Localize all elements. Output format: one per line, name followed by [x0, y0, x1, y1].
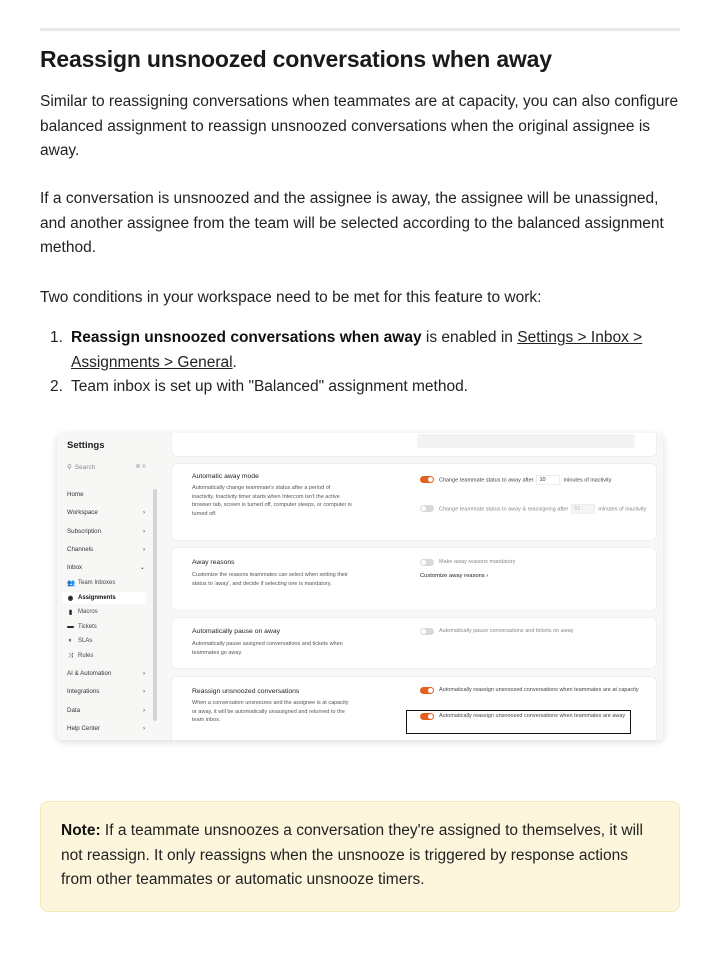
- card-reassign-unsnoozed: Reassign unsnoozed conversations When a conversation unsnoozes and the assignee is at capacity or away, it will be automatically unassigned and returned to the team inbox. Automatically reassign unsnoozed conversations when teammates are at capacity Automatically reassign unsnoozed conversations when teammates are away: [171, 676, 657, 740]
- settings-path-link[interactable]: Settings > Inbox > Assignments > General: [71, 329, 643, 371]
- divider: [40, 28, 680, 31]
- sidebar-title: Settings: [67, 440, 105, 451]
- customize-away-reasons-link[interactable]: Customize away reasons ›: [420, 573, 489, 579]
- reassign-capacity-toggle[interactable]: [420, 687, 434, 694]
- note-label: Note:: [61, 822, 101, 839]
- search-input[interactable]: ⚲ Search ⌘ K: [67, 463, 146, 471]
- team-icon: 👥: [67, 580, 76, 587]
- away-reasons-mandatory-toggle[interactable]: [420, 559, 434, 566]
- search-icon: ⚲: [67, 464, 72, 471]
- sidebar-subitem-tickets[interactable]: ▬ Tickets: [67, 623, 97, 630]
- chevron-right-icon: ›: [142, 707, 145, 714]
- ticket-icon: ▬: [67, 623, 74, 630]
- conditions-list: [50, 326, 680, 400]
- setting-name: Reassign unsnoozed conversations when away: [71, 329, 422, 346]
- card-automatic-away-mode: Automatic away mode Automatically change teammate's status after a period of inactivity. Inactivity timer starts when Intercom isn't the active browser tab, screen is turned off, computer sleeps, or computer is turned off. Change teammate status to away after 10 minutes of inactivity Change teammate status to away & reassigning after 51 minutes of inactivity: [171, 463, 657, 541]
- away-minutes-input[interactable]: 10: [536, 475, 560, 485]
- settings-sidebar: [57, 433, 157, 740]
- note-callout: [40, 801, 680, 912]
- card-away-reasons: Away reasons Customize the reasons teammates can select when setting their status to 'away', and decide if selecting one is mandatory. Make away reasons mandatory Customize away reasons ›: [171, 547, 657, 611]
- sidebar-item-home[interactable]: Home: [67, 491, 84, 498]
- assignments-icon: ◉: [67, 595, 74, 602]
- chevron-right-icon: ›: [142, 509, 145, 516]
- highlight-box: [406, 710, 631, 734]
- chevron-right-icon: ›: [142, 546, 145, 553]
- note-text: If a teammate unsnoozes a conversation they're assigned to themselves, it will not reassign. It only reassigns when the unsnooze is triggered by response actions from other teammates or automatic unsnooze timers.: [61, 822, 643, 888]
- sidebar-item-channels[interactable]: Channels ›: [67, 546, 145, 553]
- sidebar-subitem-slas[interactable]: ◐ SLAs: [68, 637, 93, 644]
- section-title: Reassign unsnoozed conversations when away: [40, 46, 552, 72]
- sidebar-item-help-center[interactable]: Help Center ›: [67, 725, 145, 732]
- list-item: 2. Team inbox is set up with "Balanced" assignment method.: [50, 378, 468, 395]
- sidebar-item-integrations[interactable]: Integrations ›: [67, 688, 145, 695]
- conditions-intro: Two conditions in your workspace need to be met for this feature to work:: [40, 289, 542, 306]
- auto-pause-toggle[interactable]: [420, 628, 434, 635]
- intro-paragraph: Similar to reassigning conversations when teammates are at capacity, you can also configure balanced assignment to reassign unsnoozed conversations when the original assignee is away.: [40, 93, 679, 159]
- sidebar-item-workspace[interactable]: Workspace ›: [67, 509, 145, 516]
- sidebar-subitem-team-inboxes[interactable]: 👥 Team Inboxes: [67, 580, 116, 587]
- shuffle-icon: ⤨: [67, 652, 74, 659]
- sidebar-subitem-macros[interactable]: ▮ Macros: [68, 609, 98, 616]
- behavior-paragraph: If a conversation is unsnoozed and the assignee is away, the assignee will be unassigned, and another assignee from the team will be selected according to the balanced assignment method.: [40, 190, 664, 256]
- sla-icon: ◐: [68, 637, 73, 644]
- sidebar-subitem-rules[interactable]: ⤨ Rules: [67, 652, 94, 659]
- sidebar-item-ai-automation[interactable]: AI & Automation ›: [67, 670, 145, 677]
- reassign-minutes-input[interactable]: 51: [571, 504, 595, 514]
- sidebar-subitem-assignments[interactable]: ◉ Assignments: [62, 592, 146, 604]
- chevron-right-icon: ›: [142, 528, 145, 535]
- card-partial: [171, 433, 657, 457]
- chevron-right-icon: ›: [142, 688, 145, 695]
- list-item: 1. Reassign unsnoozed conversations when away is enabled in Settings > Inbox > Assignments > General.: [50, 329, 643, 371]
- sidebar-item-subscription[interactable]: Subscription ›: [67, 528, 145, 535]
- sidebar-item-inbox[interactable]: Inbox ⌄: [67, 564, 145, 571]
- settings-main: [161, 433, 663, 740]
- bookmark-icon: ▮: [68, 609, 73, 616]
- away-reassign-toggle[interactable]: [420, 505, 434, 512]
- shortcut-hint: ⌘ K: [135, 464, 146, 470]
- chevron-down-icon: ⌄: [139, 564, 145, 571]
- settings-screenshot: [57, 433, 663, 740]
- sidebar-scrollbar[interactable]: [153, 489, 157, 721]
- chevron-right-icon: ›: [142, 670, 145, 677]
- sidebar-item-data[interactable]: Data ›: [67, 707, 145, 714]
- away-mode-toggle[interactable]: [420, 476, 434, 483]
- card-auto-pause: Automatically pause on away Automatically pause assigned conversations and tickets when teammates go away. Automatically pause conversations and tickets on away: [171, 617, 657, 669]
- chevron-right-icon: ›: [142, 725, 145, 732]
